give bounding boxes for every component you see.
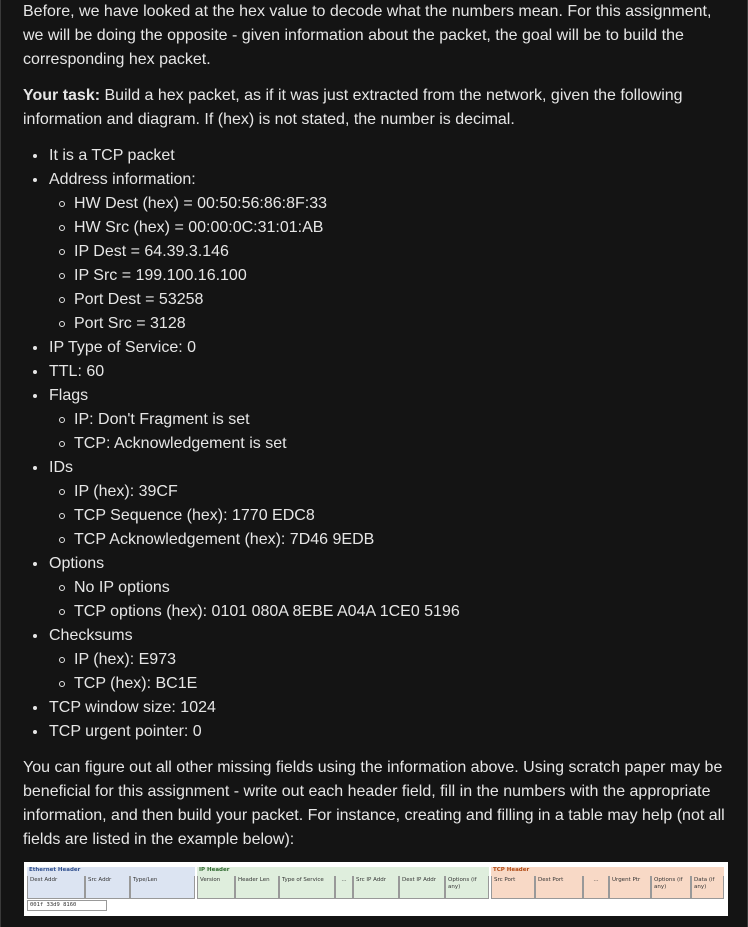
tcp-header-title: TCP Header xyxy=(493,867,530,873)
table-cell: Src Addr xyxy=(85,876,130,899)
list-item xyxy=(23,168,723,336)
table-cell: Version xyxy=(197,876,235,899)
table-cell: Dest IP Addr xyxy=(399,876,445,899)
example-table-image xyxy=(24,862,728,916)
list-item: HW Dest (hex) = 00:50:56:86:8F:33 xyxy=(49,192,723,216)
table-cell: Src IP Addr xyxy=(353,876,399,899)
packet-info-list xyxy=(23,144,723,744)
table-cell: Type of Service xyxy=(279,876,335,899)
task-paragraph xyxy=(23,84,727,132)
list-item: TCP window size: 1024 xyxy=(23,696,723,720)
ethernet-header-block xyxy=(27,867,195,899)
checksums-title: Checksums xyxy=(49,627,133,644)
table-cell: Header Len xyxy=(235,876,279,899)
list-item: TCP urgent pointer: 0 xyxy=(23,720,723,744)
closing-paragraph: You can figure out all other missing fields using the information above. Using scratch paper may be beneficial for this assignment - write out each header field, fill in the numbers with the appropriate information, and then build your packet. For instance, creating and filling in a table may help (not all fields are listed in the example below): xyxy=(23,759,725,848)
list-item: TCP Acknowledgement (hex): 7D46 9EDB xyxy=(49,528,723,552)
list-item: IP Type of Service: 0 xyxy=(23,336,723,360)
ethernet-header-title: Ethernet Header xyxy=(29,867,81,873)
list-item: It is a TCP packet xyxy=(23,144,723,168)
list-item: TCP options (hex): 0101 080A 8EBE A04A 1CE0 5196 xyxy=(49,600,723,624)
task-text: Build a hex packet, as if it was just extracted from the network, given the following information and diagram. If (hex) is not stated, the number is decimal. xyxy=(23,87,683,128)
list-item xyxy=(23,624,723,696)
flags-title: Flags xyxy=(49,387,89,404)
list-item: TCP: Acknowledgement is set xyxy=(49,432,723,456)
table-cell: Options (if any) xyxy=(445,876,489,899)
ids-title: IDs xyxy=(49,459,73,476)
list-item: TCP Sequence (hex): 1770 EDC8 xyxy=(49,504,723,528)
table-cell: ... xyxy=(583,876,609,899)
list-item: IP Dest = 64.39.3.146 xyxy=(49,240,723,264)
table-cell: Options (if any) xyxy=(651,876,691,899)
table-cell: Src Port xyxy=(491,876,535,899)
options-title: Options xyxy=(49,555,105,572)
table-cell: Dest Addr xyxy=(27,876,85,899)
list-item: Port Dest = 53258 xyxy=(49,288,723,312)
list-item: Port Src = 3128 xyxy=(49,312,723,336)
tcp-header-block xyxy=(491,867,724,899)
list-item xyxy=(23,384,723,456)
list-item xyxy=(23,456,723,552)
ip-header-title: IP Header xyxy=(199,867,230,873)
list-item: IP Src = 199.100.16.100 xyxy=(49,264,723,288)
address-title: Address information: xyxy=(49,171,196,188)
list-item: TCP (hex): BC1E xyxy=(49,672,723,696)
table-cell: Type/Len xyxy=(130,876,195,899)
table-cell: Urgent Ptr xyxy=(609,876,651,899)
list-item xyxy=(23,552,723,624)
list-item: TTL: 60 xyxy=(23,360,723,384)
table-cell: ... xyxy=(335,876,353,899)
list-item: IP: Don't Fragment is set xyxy=(49,408,723,432)
task-label: Your task: xyxy=(23,87,101,104)
table-cell: Dest Port xyxy=(535,876,583,899)
list-item: No IP options xyxy=(49,576,723,600)
sample-value-cell: 001f 33d9 8160 xyxy=(27,900,107,911)
ip-header-block xyxy=(197,867,489,899)
list-item: HW Src (hex) = 00:00:0C:31:01:AB xyxy=(49,216,723,240)
list-item: IP (hex): E973 xyxy=(49,648,723,672)
intro-paragraph: Before, we have looked at the hex value to decode what the numbers mean. For this assignment, we will be doing the opposite - given information about the packet, the goal will be to build the corresponding hex packet. xyxy=(23,3,712,68)
table-cell: Data (if any) xyxy=(691,876,724,899)
list-item: IP (hex): 39CF xyxy=(49,480,723,504)
